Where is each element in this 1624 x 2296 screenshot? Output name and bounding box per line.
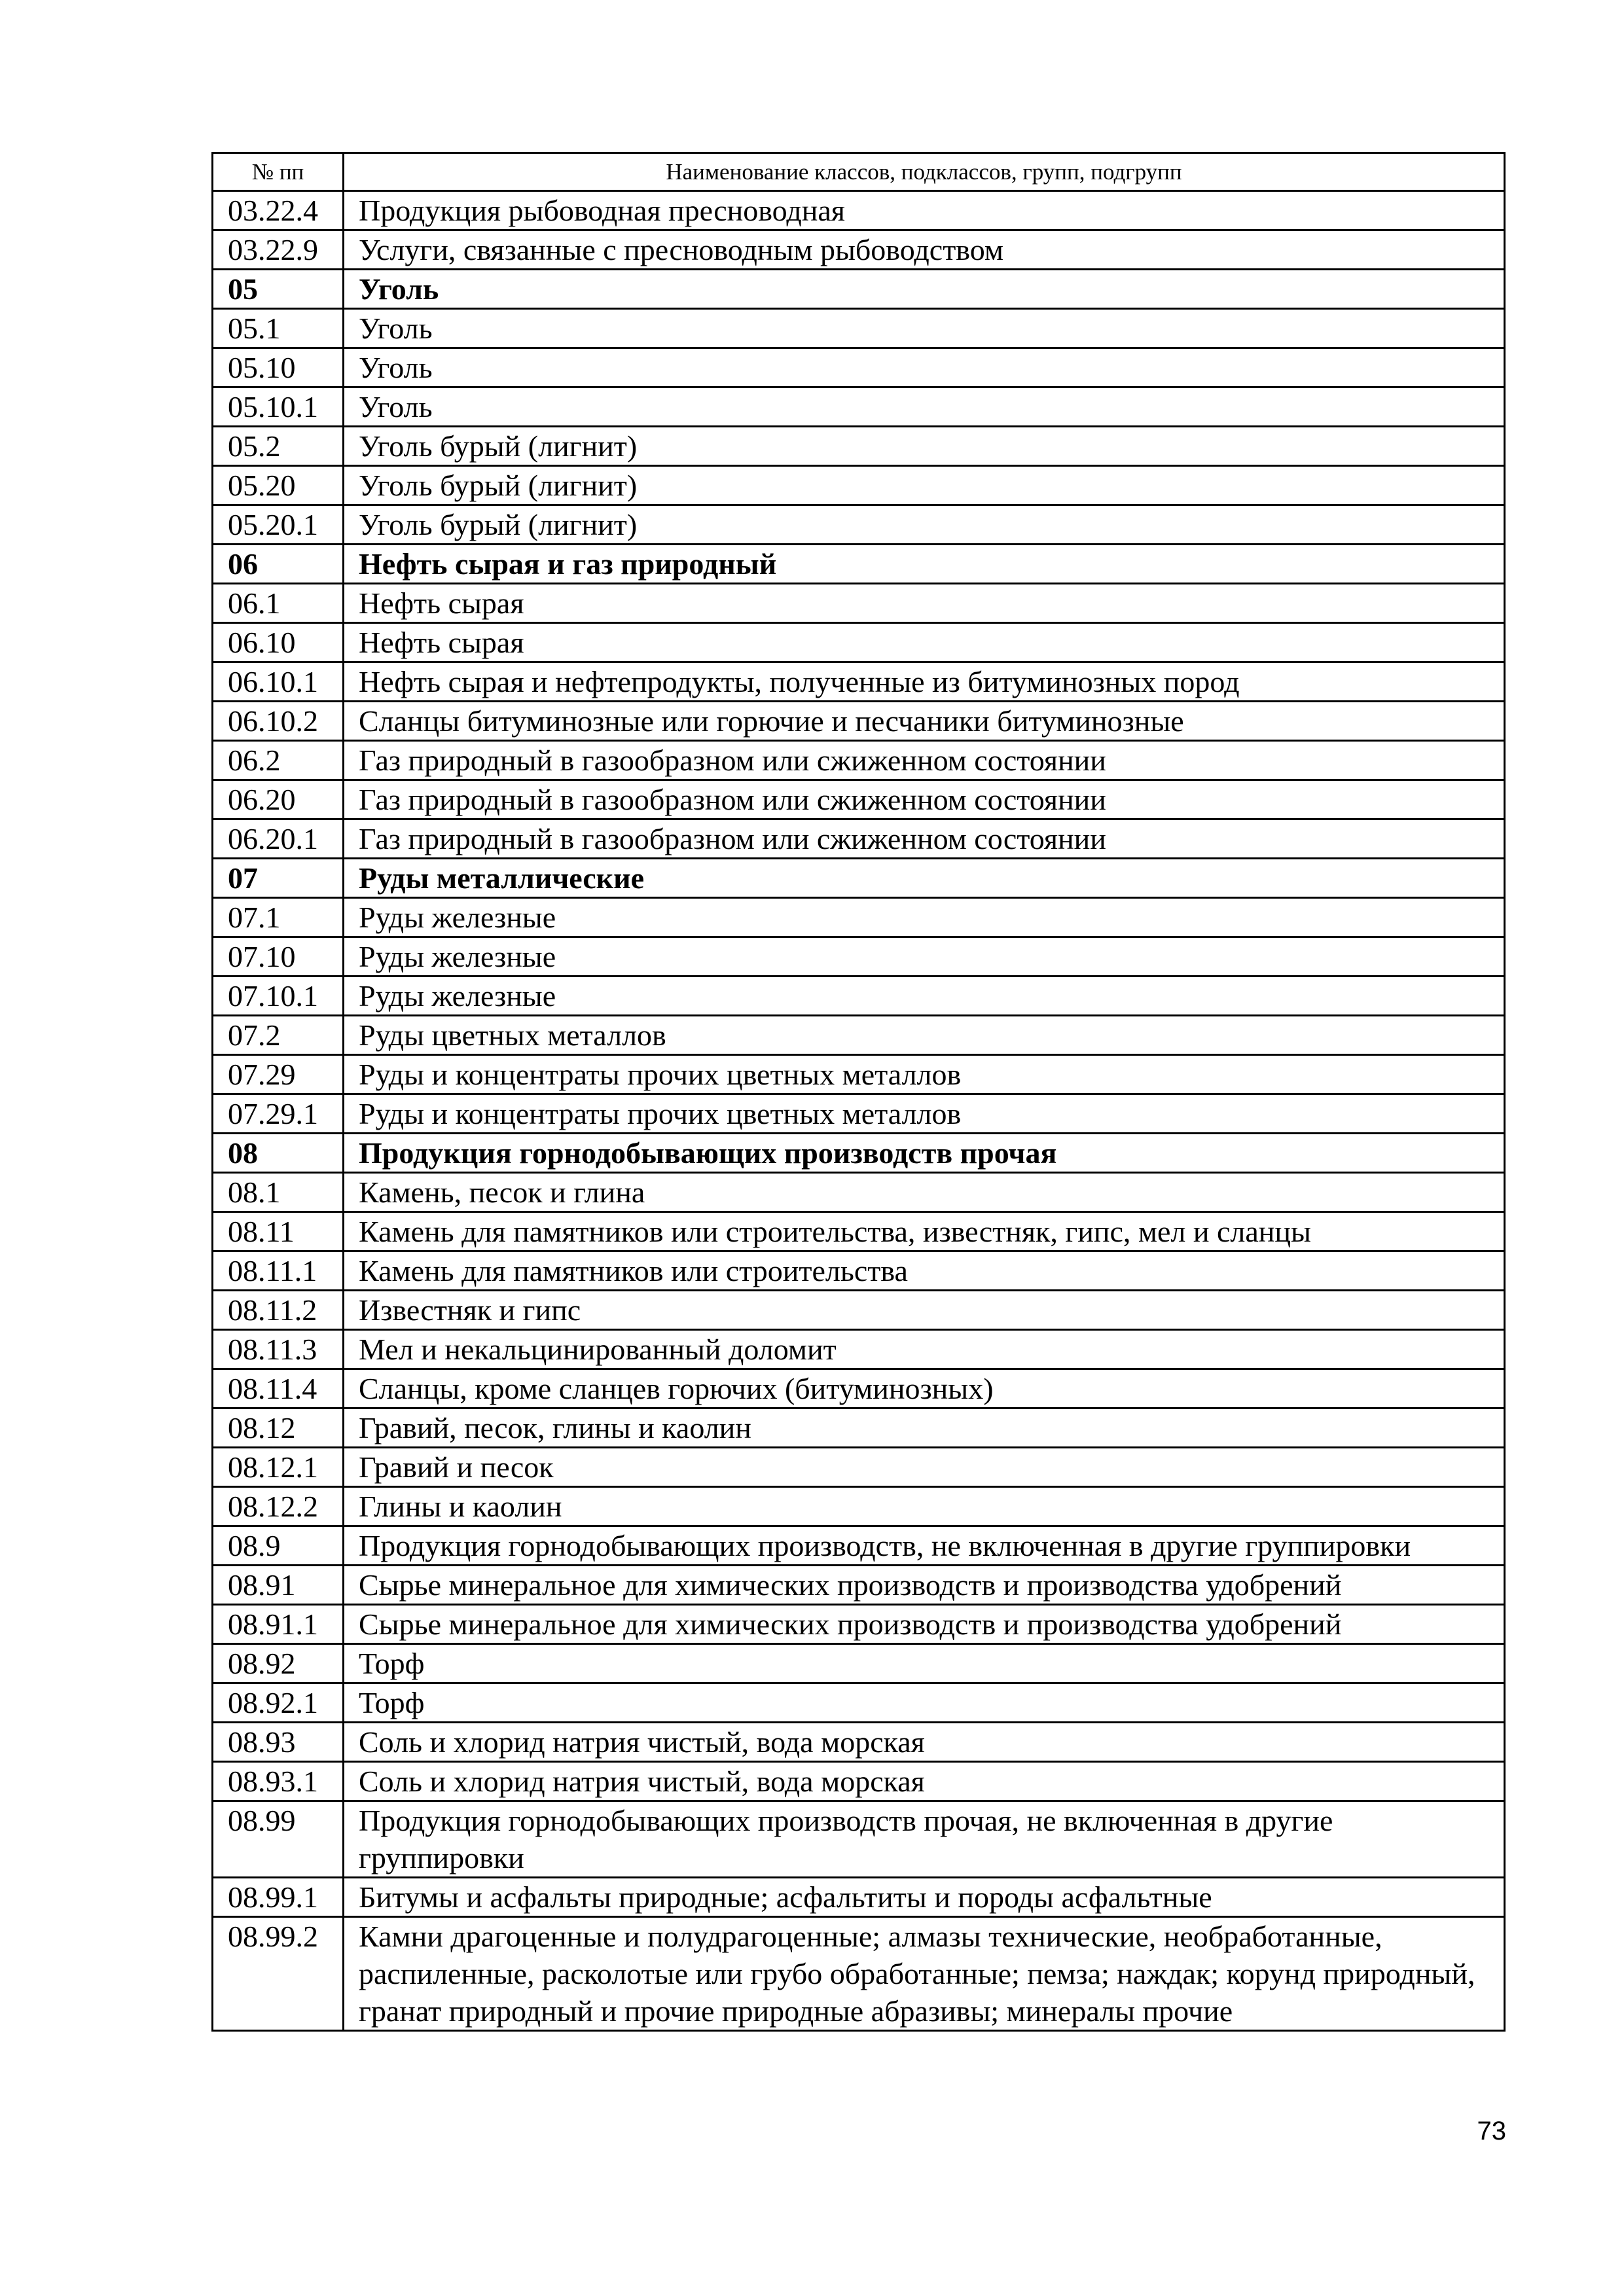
table-row	[213, 977, 1505, 1016]
classification-name: Соль и хлорид натрия чистый, вода морская	[344, 1762, 1505, 1801]
classification-name: Руды железные	[344, 937, 1505, 977]
classification-name: Гравий, песок, глины и каолин	[344, 1408, 1505, 1448]
classification-name: Уголь	[344, 309, 1505, 348]
table-row	[213, 780, 1505, 819]
table-row	[213, 1251, 1505, 1291]
classification-code: 05.2	[213, 427, 344, 466]
classification-code: 03.22.9	[213, 230, 344, 270]
classifier-table-body	[213, 191, 1505, 2031]
classification-code: 08.99.2	[213, 1917, 344, 2031]
table-row	[213, 623, 1505, 662]
classification-name: Глины и каолин	[344, 1487, 1505, 1526]
classifier-table	[211, 152, 1506, 2032]
classification-name: Камень для памятников или строительства, известняк, гипс, мел и сланцы	[344, 1212, 1505, 1251]
table-row	[213, 741, 1505, 780]
classification-name: Камни драгоценные и полудрагоценные; алмазы технические, необработанные, распиленные, расколотые или грубо обработанные; пемза; наждак; корунд природный, гранат природный и прочие природные абразивы; минералы прочие	[344, 1917, 1505, 2031]
table-header-row	[213, 153, 1505, 191]
table-row	[213, 505, 1505, 545]
classification-name: Уголь бурый (лигнит)	[344, 505, 1505, 545]
classification-code: 07.10.1	[213, 977, 344, 1016]
classification-code: 06.20.1	[213, 819, 344, 859]
table-row	[213, 898, 1505, 937]
classification-code: 08.12.1	[213, 1448, 344, 1487]
classification-code: 05	[213, 270, 344, 309]
table-row	[213, 1683, 1505, 1723]
table-row	[213, 191, 1505, 230]
table-row	[213, 1487, 1505, 1526]
classification-name: Руды и концентраты прочих цветных металлов	[344, 1055, 1505, 1094]
table-row	[213, 1801, 1505, 1878]
table-row	[213, 230, 1505, 270]
classification-name: Нефть сырая и нефтепродукты, полученные из битуминозных пород	[344, 662, 1505, 702]
classification-code: 06.20	[213, 780, 344, 819]
classification-name: Сырье минеральное для химических производств и производства удобрений	[344, 1605, 1505, 1644]
classification-name: Уголь бурый (лигнит)	[344, 427, 1505, 466]
classification-name: Сланцы, кроме сланцев горючих (битуминозных)	[344, 1369, 1505, 1408]
table-row	[213, 1330, 1505, 1369]
classification-name: Руды и концентраты прочих цветных металлов	[344, 1094, 1505, 1134]
classification-code: 06.1	[213, 584, 344, 623]
table-row	[213, 387, 1505, 427]
classification-name: Руды железные	[344, 898, 1505, 937]
classification-code: 08.12	[213, 1408, 344, 1448]
table-row	[213, 1291, 1505, 1330]
table-row	[213, 1408, 1505, 1448]
classification-name: Камень для памятников или строительства	[344, 1251, 1505, 1291]
table-row	[213, 662, 1505, 702]
classification-name: Газ природный в газообразном или сжиженном состоянии	[344, 741, 1505, 780]
classification-code: 07.10	[213, 937, 344, 977]
classification-name: Продукция рыбоводная пресноводная	[344, 191, 1505, 230]
table-row	[213, 584, 1505, 623]
table-row	[213, 545, 1505, 584]
table-row	[213, 1644, 1505, 1683]
classification-code: 08.11	[213, 1212, 344, 1251]
classification-code: 08.99	[213, 1801, 344, 1878]
classification-code: 06.10	[213, 623, 344, 662]
classification-name: Сланцы битуминозные или горючие и песчаники битуминозные	[344, 702, 1505, 741]
classification-code: 06.10.2	[213, 702, 344, 741]
classification-code: 08.92	[213, 1644, 344, 1683]
classification-name: Руды железные	[344, 977, 1505, 1016]
classification-name: Газ природный в газообразном или сжиженном состоянии	[344, 780, 1505, 819]
classification-code: 08.1	[213, 1173, 344, 1212]
classification-name: Уголь	[344, 270, 1505, 309]
table-row	[213, 1526, 1505, 1566]
classification-name: Нефть сырая	[344, 584, 1505, 623]
classification-name: Соль и хлорид натрия чистый, вода морская	[344, 1723, 1505, 1762]
classification-name: Сырье минеральное для химических производств и производства удобрений	[344, 1566, 1505, 1605]
table-row	[213, 1917, 1505, 2031]
classification-code: 07.29.1	[213, 1094, 344, 1134]
table-row	[213, 466, 1505, 505]
classification-name: Газ природный в газообразном или сжиженном состоянии	[344, 819, 1505, 859]
classification-code: 08.11.4	[213, 1369, 344, 1408]
classification-name: Известняк и гипс	[344, 1291, 1505, 1330]
table-row	[213, 1016, 1505, 1055]
code-column-header: № пп	[213, 153, 344, 191]
classification-code: 08.91.1	[213, 1605, 344, 1644]
classification-code: 08.99.1	[213, 1878, 344, 1917]
table-row	[213, 1055, 1505, 1094]
classification-name: Руды цветных металлов	[344, 1016, 1505, 1055]
name-column-header: Наименование классов, подклассов, групп, подгрупп	[344, 153, 1505, 191]
table-row	[213, 1173, 1505, 1212]
classification-name: Продукция горнодобывающих производств прочая, не включенная в другие группировки	[344, 1801, 1505, 1878]
classification-name: Уголь	[344, 387, 1505, 427]
classification-code: 05.20	[213, 466, 344, 505]
table-row	[213, 1134, 1505, 1173]
table-row	[213, 702, 1505, 741]
classification-code: 07	[213, 859, 344, 898]
table-row	[213, 1723, 1505, 1762]
table-row	[213, 937, 1505, 977]
classification-name: Гравий и песок	[344, 1448, 1505, 1487]
classification-name: Уголь бурый (лигнит)	[344, 466, 1505, 505]
classification-name: Продукция горнодобывающих производств прочая	[344, 1134, 1505, 1173]
table-row	[213, 1878, 1505, 1917]
classification-code: 05.1	[213, 309, 344, 348]
classification-code: 07.2	[213, 1016, 344, 1055]
classification-name: Продукция горнодобывающих производств, не включенная в другие группировки	[344, 1526, 1505, 1566]
table-row	[213, 859, 1505, 898]
table-row	[213, 1369, 1505, 1408]
table-row	[213, 270, 1505, 309]
classification-code: 08.93.1	[213, 1762, 344, 1801]
table-row	[213, 1094, 1505, 1134]
classification-code: 08.9	[213, 1526, 344, 1566]
classification-code: 05.10.1	[213, 387, 344, 427]
classification-code: 06.2	[213, 741, 344, 780]
classification-code: 05.20.1	[213, 505, 344, 545]
table-row	[213, 348, 1505, 387]
classification-code: 08.12.2	[213, 1487, 344, 1526]
classification-code: 08.91	[213, 1566, 344, 1605]
classification-name: Руды металлические	[344, 859, 1505, 898]
classification-name: Уголь	[344, 348, 1505, 387]
classification-code: 08.11.3	[213, 1330, 344, 1369]
classification-name: Нефть сырая	[344, 623, 1505, 662]
classification-code: 06.10.1	[213, 662, 344, 702]
classification-code: 08.92.1	[213, 1683, 344, 1723]
classification-code: 08.11.2	[213, 1291, 344, 1330]
classification-code: 08.93	[213, 1723, 344, 1762]
table-row	[213, 1448, 1505, 1487]
table-row	[213, 819, 1505, 859]
classification-code: 06	[213, 545, 344, 584]
classification-code: 07.1	[213, 898, 344, 937]
classification-name: Нефть сырая и газ природный	[344, 545, 1505, 584]
table-row	[213, 309, 1505, 348]
table-row	[213, 427, 1505, 466]
classification-code: 08.11.1	[213, 1251, 344, 1291]
table-row	[213, 1212, 1505, 1251]
table-row	[213, 1605, 1505, 1644]
page-number: 73	[1477, 2117, 1506, 2145]
classification-name: Мел и некальцинированный доломит	[344, 1330, 1505, 1369]
classification-name: Торф	[344, 1683, 1505, 1723]
classification-code: 08	[213, 1134, 344, 1173]
classification-code: 05.10	[213, 348, 344, 387]
table-row	[213, 1566, 1505, 1605]
classification-code: 07.29	[213, 1055, 344, 1094]
classification-code: 03.22.4	[213, 191, 344, 230]
classification-name: Торф	[344, 1644, 1505, 1683]
classification-name: Битумы и асфальты природные; асфальтиты и породы асфальтные	[344, 1878, 1505, 1917]
classification-name: Услуги, связанные с пресноводным рыбоводством	[344, 230, 1505, 270]
classification-name: Камень, песок и глина	[344, 1173, 1505, 1212]
table-row	[213, 1762, 1505, 1801]
